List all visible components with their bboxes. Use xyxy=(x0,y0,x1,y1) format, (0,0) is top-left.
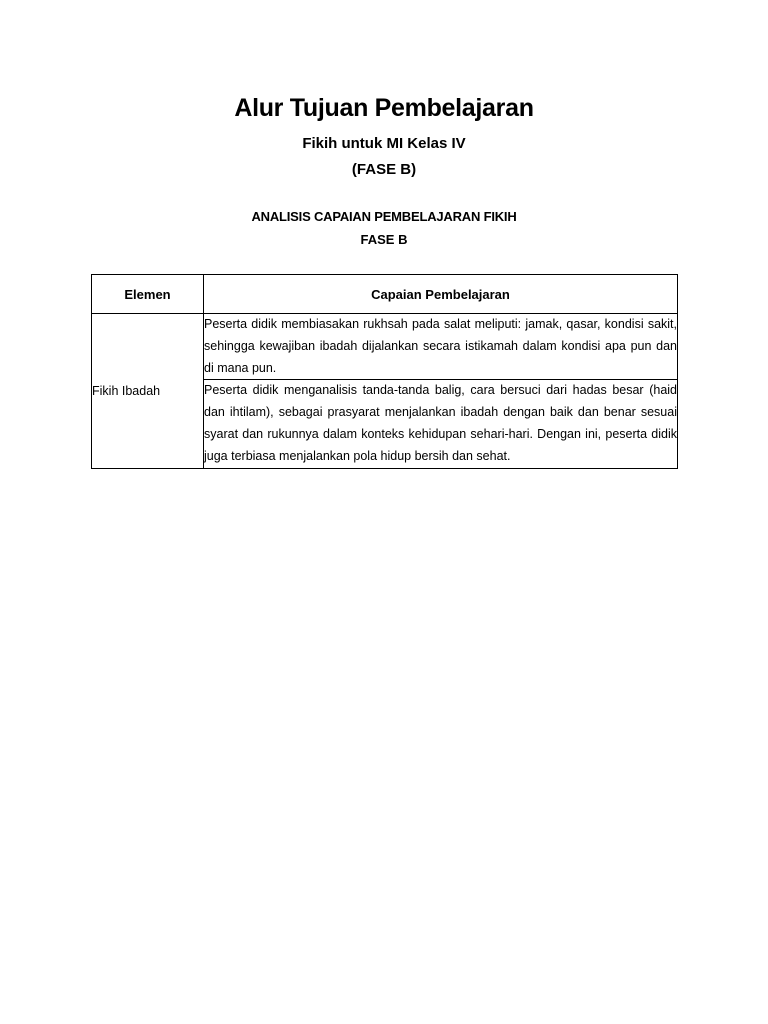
analysis-heading: ANALISIS CAPAIAN PEMBELAJARAN FIKIH xyxy=(251,209,517,224)
capaian-table xyxy=(91,274,678,469)
table-row xyxy=(92,314,678,380)
document-phase: (FASE B) xyxy=(351,161,417,178)
capaian-cell: Peserta didik membiasakan rukhsah pada salat meliputi: jamak, qasar, kondisi sakit, sehingga kewajiban ibadah dijalankan secara istikamah dalam kondisi apa pun dan di mana pun. xyxy=(204,314,678,380)
elemen-cell: Fikih Ibadah xyxy=(92,314,204,469)
document-title: Alur Tujuan Pembelajaran xyxy=(234,94,534,122)
capaian-cell: Peserta didik menganalisis tanda-tanda balig, cara bersuci dari hadas besar (haid dan ihtilam), sebagai prasyarat menjalankan ibadah dengan baik dan benar sesuai syarat dan rukunnya dalam konteks kehidupan sehari-hari. Dengan ini, peserta didik juga terbiasa menjalankan pola hidup bersih dan sehat. xyxy=(204,380,678,468)
document-subtitle: Fikih untuk MI Kelas IV xyxy=(302,135,466,152)
header-capaian: Capaian Pembelajaran xyxy=(204,275,678,314)
analysis-phase: FASE B xyxy=(360,232,408,247)
header-elemen: Elemen xyxy=(92,275,204,314)
table-header-row xyxy=(92,275,678,314)
